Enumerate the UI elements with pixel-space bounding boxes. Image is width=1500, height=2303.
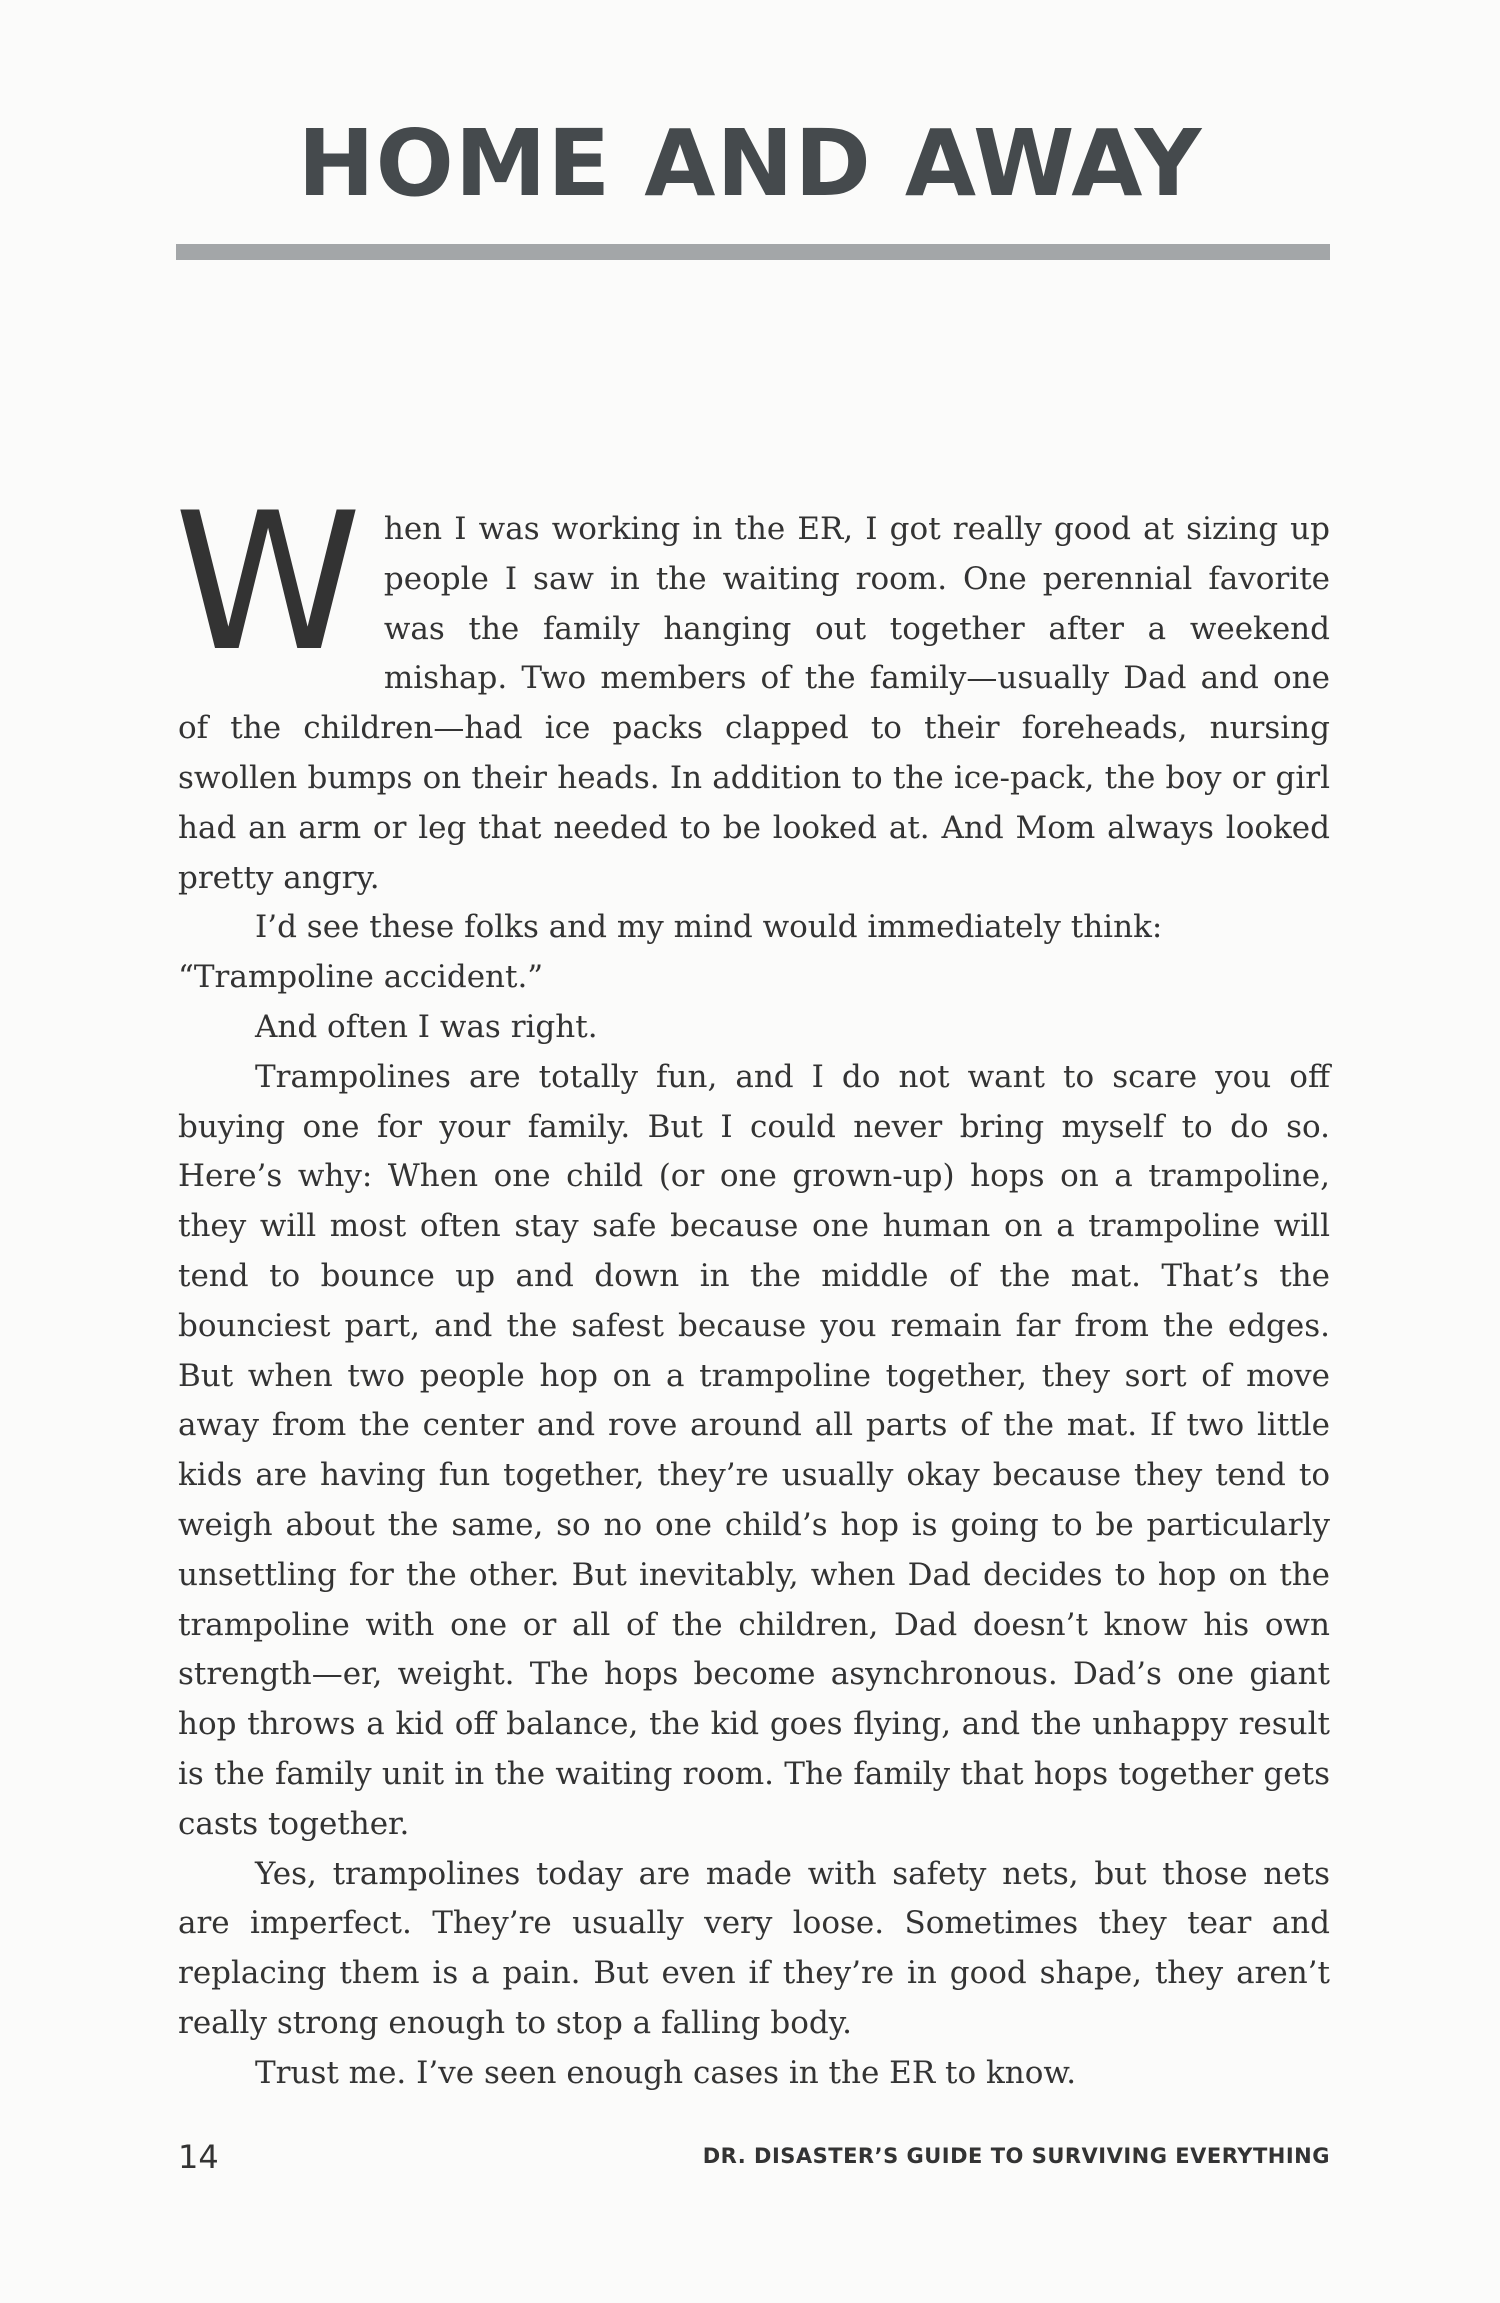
drop-cap: W [174, 472, 362, 693]
body-text [174, 472, 1330, 2099]
page-number: 14 [178, 2138, 219, 2176]
running-footer-title: DR. DISASTER’S GUIDE TO SURVIVING EVERYTHING [702, 2144, 1330, 2168]
paragraph-4: Trampolines are totally fun, and I do not want to scare you off buying one for your family. But I could never bring myself to do so. Here’s why: When one child (or one grown-up) hops on a trampoline, they will most often stay safe because one human on a trampoline will tend to bounce up and down in the middle of the mat. That’s the bounciest part, and the safest because you remain far from the edges. But when two people hop on a trampoline together, they sort of move away from the center and rove around all parts of the mat. If two little kids are having fun together, they’re usually okay because they tend to weigh about the same, so no one child’s hop is going to be particularly unsettling for the other. But inevitably, when Dad decides to hop on the trampoline with one or all of the children, Dad doesn’t know his own strength—er, weight. The hops become asynchronous. Dad’s one giant hop throws a kid off balance, the kid goes flying, and the unhappy result is the family unit in the waiting room. The family that hops together gets casts together. [178, 1058, 1330, 1842]
paragraph-5: Yes, trampolines today are made with safety nets, but those nets are imperfect. They’re usually very loose. Sometimes they tear and replacing them is a pain. But even if they’re in good shape, they aren’t really strong enough to stop a falling body. [178, 1855, 1330, 2041]
paragraph-1 [174, 472, 1330, 903]
title-rule [176, 244, 1330, 260]
paragraph-2: I’d see these folks and my mind would immediately think: “Trampoline accident.” [178, 909, 1163, 996]
paragraph-6: Trust me. I’ve seen enough cases in the ER to know. [255, 2054, 1077, 2091]
paragraph-1-text: hen I was working in the ER, I got really good at sizing up people I saw in the waiting room. One perennial favorite was the family hanging out together after a weekend mishap. Two members of the family—usually Dad and one of the children—had ice packs clapped to their foreheads, nursing swollen bumps on their heads. In addition to the ice-pack, the boy or girl had an arm or leg that needed to be looked at. And Mom always looked pretty angry. [178, 511, 1330, 896]
paragraph-3: And often I was right. [255, 1008, 598, 1045]
chapter-title: HOME AND AWAY [297, 110, 1203, 217]
